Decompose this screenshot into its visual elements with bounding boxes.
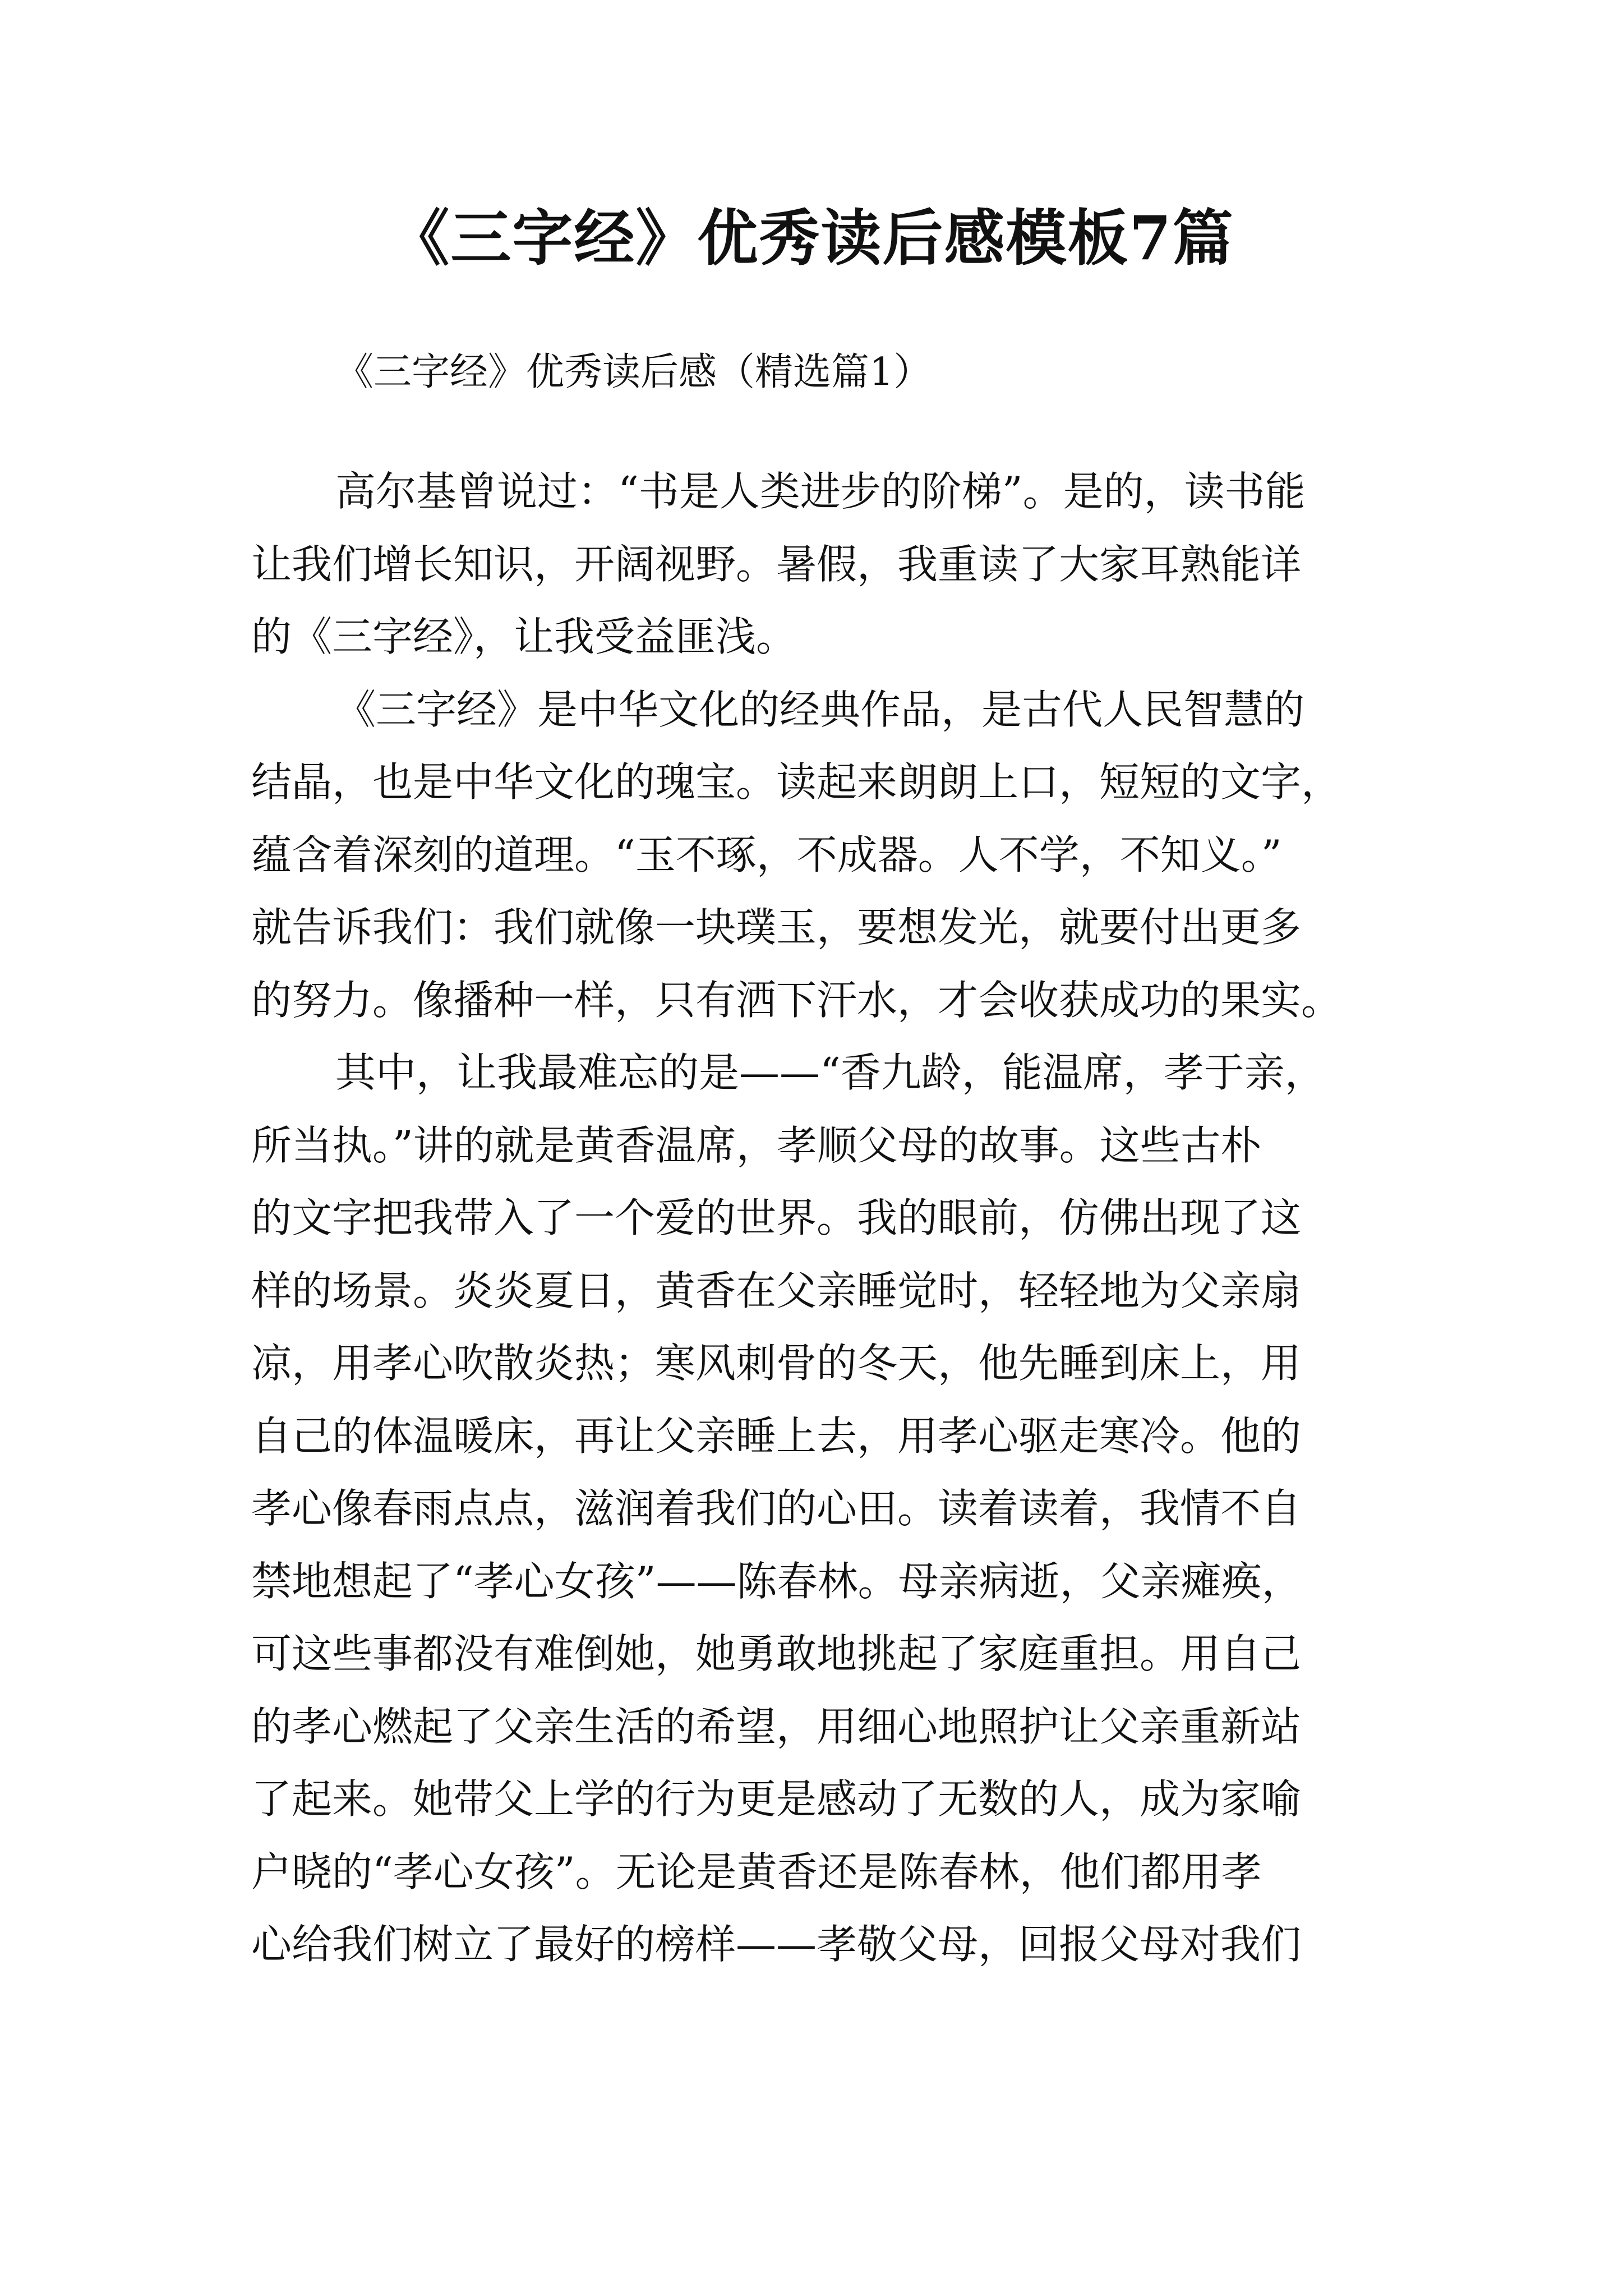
paragraph-line: 凉，用孝心吹散炎热；寒风刺骨的冬天，他先睡到床上，用 — [251, 1340, 1302, 1387]
paragraph-line: 禁地想起了“孝心女孩”——陈春林。母亲病逝，父亲瘫痪， — [251, 1557, 1302, 1605]
paragraph-line: 的努力。像播种一样，只有洒下汗水，才会收获成功的果实。 — [251, 976, 1342, 1024]
paragraph-line: 自己的体温暖床，再让父亲睡上去，用孝心驱走寒冷。他的 — [251, 1412, 1302, 1460]
paragraph-line: 《三字经》是中华文化的经典作品，是古代人民智慧的 — [335, 685, 1305, 733]
paragraph-line: 让我们增长知识，开阔视野。暑假，我重读了大家耳熟能详 — [251, 540, 1302, 588]
paragraph-line: 孝心像春雨点点，滋润着我们的心田。读着读着，我情不自 — [251, 1485, 1302, 1532]
paragraph-line: 结晶，也是中华文化的瑰宝。读起来朗朗上口，短短的文字， — [251, 758, 1342, 806]
paragraph-line: 就告诉我们：我们就像一块璞玉，要想发光，就要付出更多 — [251, 904, 1302, 951]
paragraph-line: 蕴含着深刻的道理。“玉不琢，不成器。人不学，不知义。” — [251, 831, 1282, 878]
section-heading: 《三字经》优秀读后感（精选篇1） — [335, 350, 932, 394]
paragraph-line: 所当执。”讲的就是黄香温席，孝顺父母的故事。这些古朴 — [251, 1121, 1261, 1169]
paragraph-line: 心给我们树立了最好的榜样——孝敬父母，回报父母对我们 — [251, 1921, 1302, 1968]
paragraph-line: 户晓的“孝心女孩”。无论是黄香还是陈春林，他们都用孝 — [251, 1848, 1262, 1895]
body-text — [251, 455, 1382, 1981]
paragraph-line: 的《三字经》，让我受益匪浅。 — [251, 613, 797, 660]
paragraph-line: 其中，让我最难忘的是——“香九龄，能温席，孝于亲， — [335, 1049, 1325, 1096]
paragraph-line: 的孝心燃起了父亲生活的希望，用细心地照护让父亲重新站 — [251, 1703, 1302, 1750]
document-title: 《三字经》优秀读后感模板7篇 — [389, 203, 1234, 274]
paragraph-line: 高尔基曾说过：“书是人类进步的阶梯”。是的，读书能 — [335, 468, 1306, 515]
paragraph-line: 的文字把我带入了一个爱的世界。我的眼前，仿佛出现了这 — [251, 1194, 1302, 1241]
paragraph-line: 可这些事都没有难倒她，她勇敢地挑起了家庭重担。用自己 — [251, 1630, 1302, 1677]
paragraph-line: 样的场景。炎炎夏日，黄香在父亲睡觉时，轻轻地为父亲扇 — [251, 1267, 1302, 1314]
paragraph-line: 了起来。她带父上学的行为更是感动了无数的人，成为家喻 — [251, 1775, 1302, 1823]
